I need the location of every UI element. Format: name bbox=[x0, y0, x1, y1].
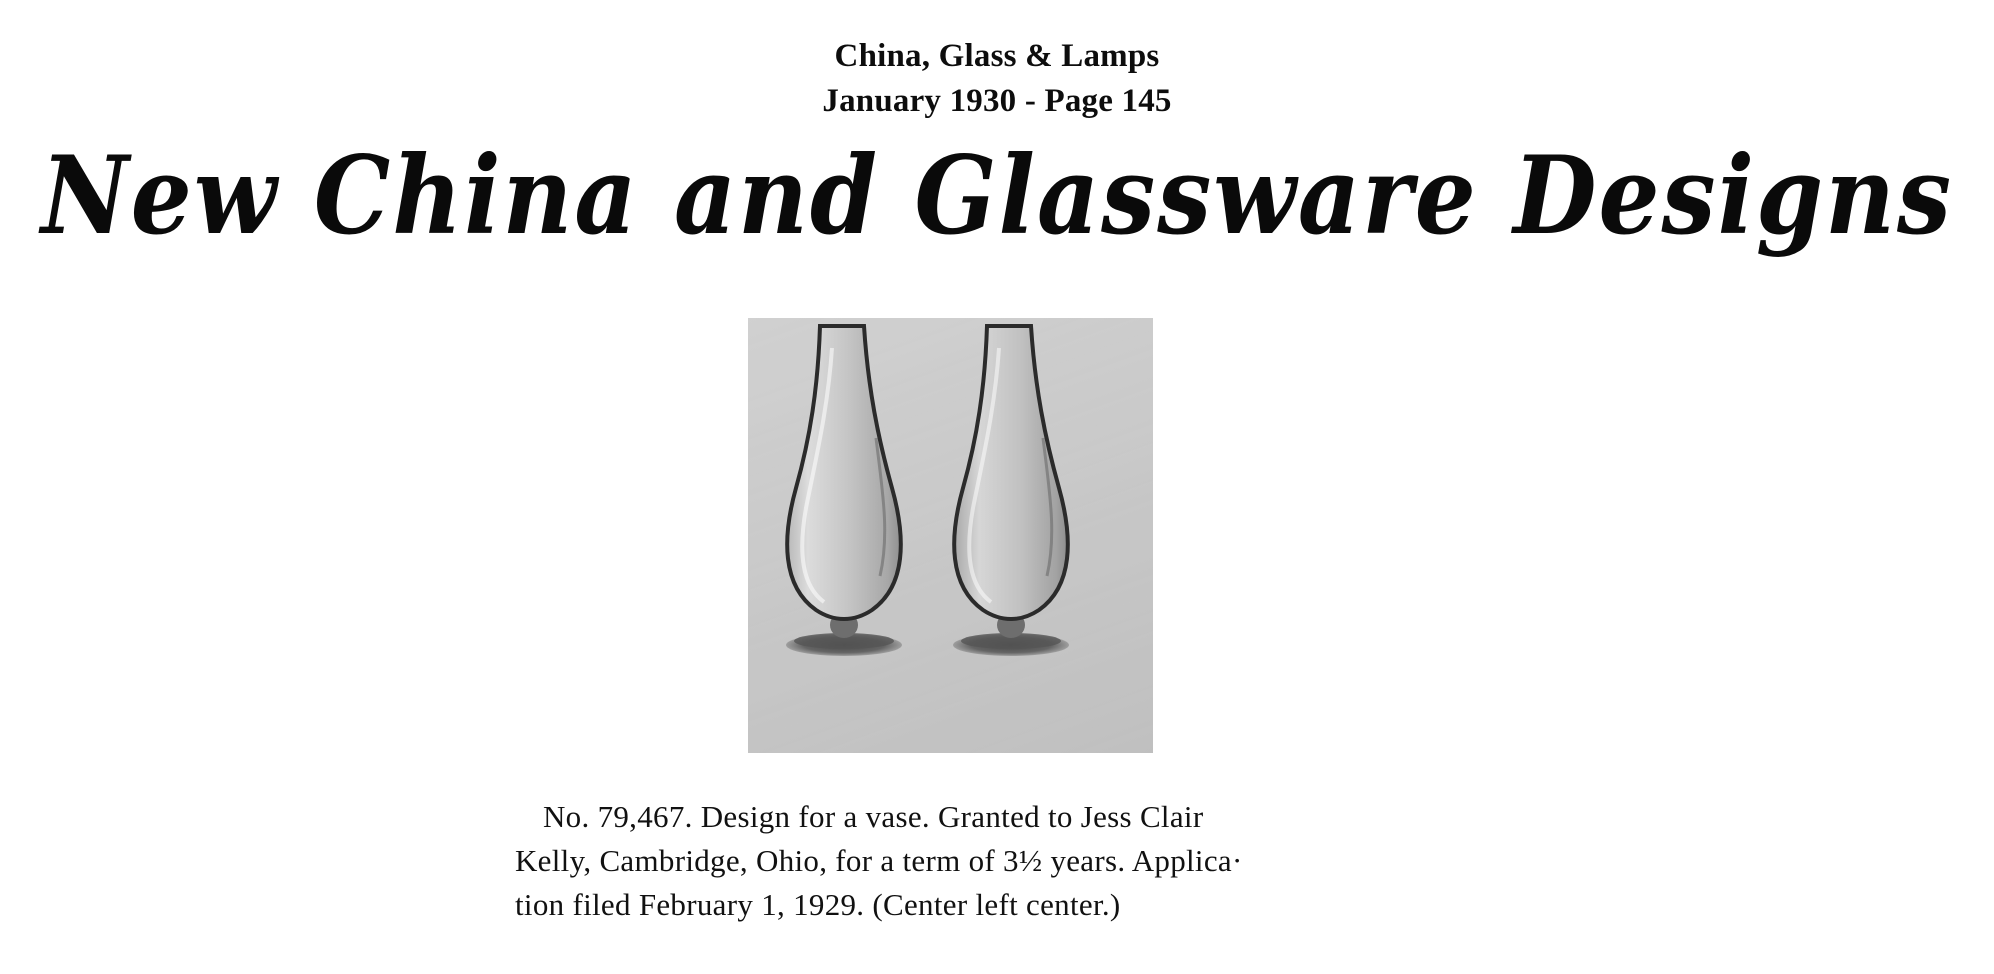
vase-left bbox=[786, 326, 902, 656]
vase-illustration bbox=[748, 318, 1153, 753]
masthead-issue-page: January 1930 - Page 145 bbox=[822, 82, 1172, 119]
figure-caption bbox=[515, 795, 1600, 927]
masthead bbox=[0, 34, 1994, 123]
caption-line-2: Kelly, Cambridge, Ohio, for a term of 3½ years. Applica· bbox=[515, 843, 1243, 879]
vase-right bbox=[953, 326, 1069, 656]
page-title: New China and Glassware Designs bbox=[40, 132, 1953, 259]
caption-line-3: tion filed February 1, 1929. (Center left center.) bbox=[515, 887, 1121, 923]
caption-line-1: No. 79,467. Design for a vase. Granted to Jess Clair bbox=[543, 799, 1204, 834]
vase-photograph bbox=[748, 318, 1153, 753]
masthead-publication: China, Glass & Lamps bbox=[834, 38, 1160, 74]
